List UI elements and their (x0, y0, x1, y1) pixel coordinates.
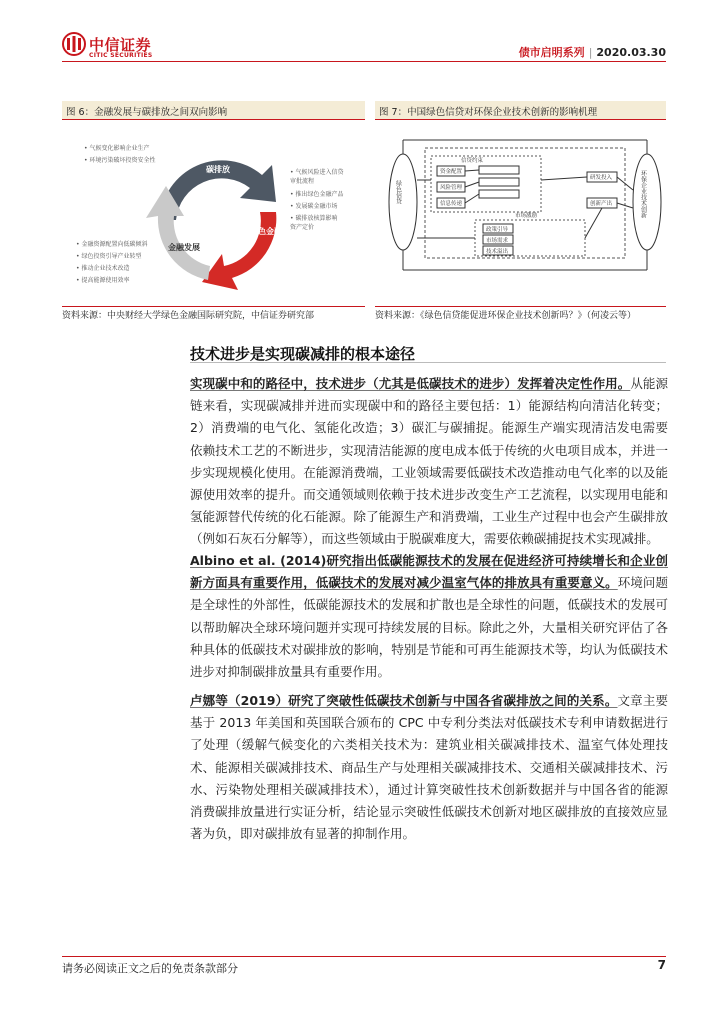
logo-chinese-name: 中信证券 (89, 36, 152, 54)
page-number: 7 (657, 958, 666, 972)
box-right: 研发投入 (590, 175, 613, 181)
box-upper: 资金配置 (440, 169, 463, 175)
bottom-left-note: • 绿色投资引导产业转型 (76, 253, 142, 260)
box-upper: 信息传递 (440, 201, 463, 207)
top-left-note: • 气候变化影响企业生产 (84, 145, 150, 152)
paragraph-2-emphasis: 研究指出低碳能源技术的发展在促进经济可持续增长和企业创新方面具有重要作用，低碳技术的发展对减少温室气体的排放具有重要意义。 (190, 553, 668, 591)
bottom-left-note: • 提高能源使用效率 (76, 277, 130, 284)
node-innovation-label: 环保企业技术创新 (639, 170, 647, 218)
logo-english-name: CITIC SECURITIES (89, 52, 153, 59)
section-rule (190, 362, 666, 363)
paragraph-2 (190, 550, 668, 683)
report-series: 债市启明系列 (518, 46, 585, 59)
right-note: • 碳排放核算影响 (290, 215, 338, 222)
bottom-left-note: • 金融资源配置向低碳倾斜 (76, 241, 148, 248)
citic-logo-icon (62, 32, 86, 56)
figure-6-bottom-rule (62, 306, 365, 307)
node-green-credit (389, 154, 417, 250)
node-green-credit-label: 绿色信贷 (394, 180, 402, 204)
figure-7-mechanism-diagram (375, 120, 666, 306)
right-note: 资产定价 (290, 224, 315, 231)
header-separator: | (588, 46, 593, 59)
paragraph-1-body: 从能源链来看，实现碳减排并进而实现碳中和的路径主要包括：1）能源结构向清洁化转变；2）消费端的电气化、氢能化改造；3）碳汇与碳捕捉。能源生产端实现清洁发电需要依赖技术工艺的不断进步，实现清洁能源的度电成本低于传统的火电项目成本，并进一步实现规模化使用。在能源消费端，工业领域需要低碳技术改造推动电气化率的以及能源使用效率的提升。而交通领域则依赖于技术进步改变生产工艺流程，以实现用电能和氢能源替代传统的化石能源。除了能源生产和消费端，工业生产过程中也会产生碳排放（例如石灰石分解等），而这些领域由于脱碳难度大，需要依赖碳捕捉技术实现减排。 (190, 376, 668, 547)
top-left-note: • 环境污染破坏投资安全性 (84, 157, 156, 164)
cycle-label-carbon-emission: 碳排放 (206, 165, 230, 174)
right-note: 审批流程 (290, 178, 315, 185)
cycle-label-green-finance: 绿色金融 (250, 227, 282, 236)
figure-6-source: 资料来源：中央财经大学绿色金融国际研究院，中信证券研究部 (62, 311, 315, 321)
cycle-label-finance-development: 金融发展 (168, 243, 200, 252)
figure-6-title: 图 6：金融发展与碳排放之间双向影响 (62, 101, 365, 119)
report-date: 2020.03.30 (596, 46, 666, 59)
paragraph-1-emphasis: 实现碳中和的路径中，技术进步（尤其是低碳技术的进步）发挥着决定性作用。 (190, 376, 631, 391)
cycle-arc-green-finance (202, 212, 276, 290)
citic-logo (62, 32, 152, 62)
box-right: 创新产出 (590, 201, 613, 207)
right-note: • 发展碳金融市场 (290, 203, 338, 210)
footer-rule (62, 956, 666, 957)
paragraph-1 (190, 373, 668, 551)
node-innovation (633, 154, 661, 250)
header-rule (62, 61, 666, 62)
figure-7-source: 资料来源：《绿色信贷能促进环保企业技术创新吗？》（何凌云等） (375, 311, 637, 321)
paragraph-3-body: 文章主要基于 2013 年美国和英国联合颁布的 CPC 中专利分类法对低碳技术专利申请数据进行了处理（缓解气候变化的六类相关技术为：建筑业相关碳减排技术、温室气体处理技术、能源相关碳减排技术、商品生产与处理相关碳减排技术、交通相关碳减排技术、污水、污染物处理相关碳减排技术），通过计算突破性技术创新数据并与中国各省的能源消费碳排放量进行实证分析，结论显示突破性低碳技术创新对地区碳排放的直接效应显著为负，即对碳排放有显著的抑制作用。 (190, 693, 668, 842)
box-lower: 技术溢出 (486, 249, 509, 255)
right-note: • 推出绿色金融产品 (290, 191, 344, 198)
bottom-left-note: • 推动企业技术改造 (76, 265, 130, 272)
center-bottom-label: 市场激励 (515, 213, 538, 219)
header-series-date (519, 44, 666, 60)
center-top-label: 信贷约束 (461, 158, 484, 164)
figure-7-bottom-rule (375, 306, 666, 307)
right-note: • 气候风险进入信贷 (290, 169, 344, 176)
box-lower: 政策引导 (486, 227, 509, 233)
box-lower: 市场需求 (486, 238, 509, 244)
box-upper: 风险管理 (440, 185, 463, 191)
figure-6-cycle-diagram (62, 120, 365, 306)
footer-disclaimer: 请务必阅读正文之后的免责条款部分 (62, 962, 238, 975)
paragraph-2-lead: Albino et al. (2014) (190, 553, 327, 568)
paragraph-2-body: 环境问题是全球性的外部性，低碳能源技术的发展和扩散也是全球性的问题，低碳技术的发展可以帮助解决全球环境问题并实现可持续发展的目标。除此之外，大量相关研究评估了各种具体的低碳技术对碳排放的影响，特别是节能和可再生能源技术等，均认为低碳技术进步对抑制碳排放量具有重要作用。 (190, 575, 668, 680)
section-title: 技术进步是实现碳减排的根本途径 (190, 345, 416, 363)
paragraph-3-emphasis: 卢娜等（2019）研究了突破性低碳技术创新与中国各省碳排放之间的关系。 (190, 693, 618, 708)
figure-7-title: 图 7：中国绿色信贷对环保企业技术创新的影响机理 (375, 101, 666, 119)
paragraph-3 (190, 690, 668, 845)
